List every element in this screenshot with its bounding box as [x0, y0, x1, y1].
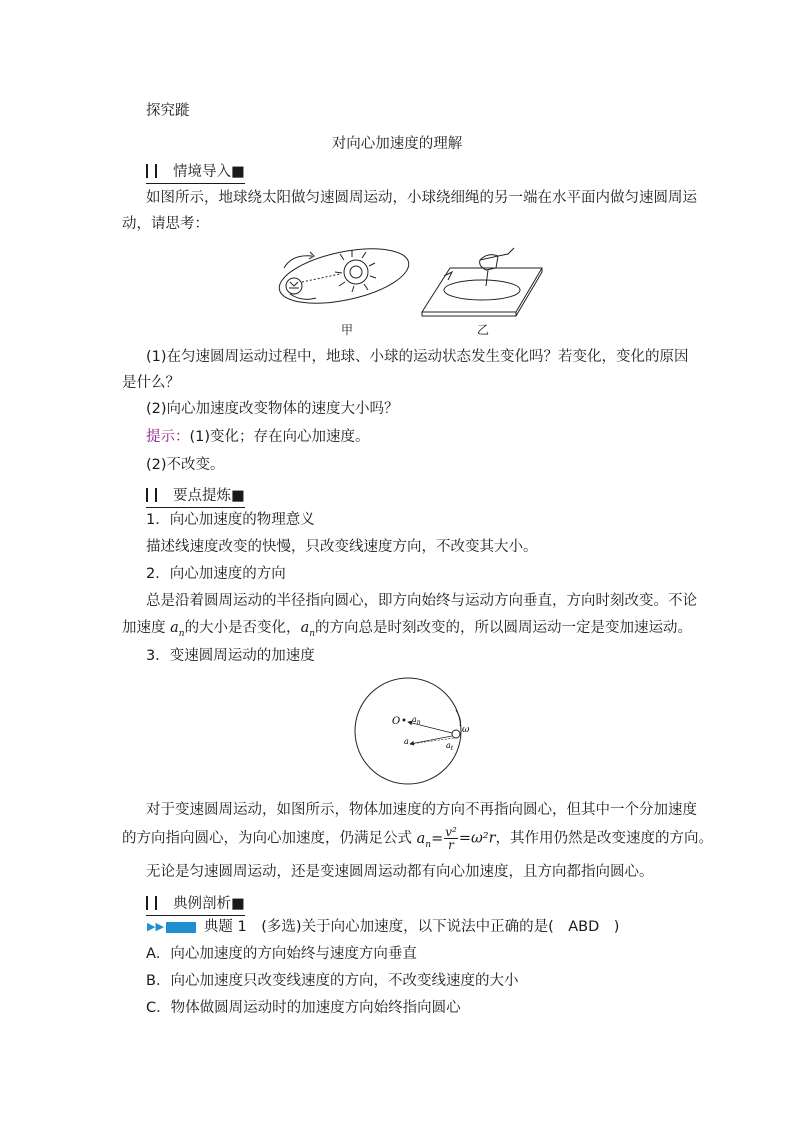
point2-text-line2: 加速度 $a_n$的大小是否变化，$a_n$的方向总是时刻改变的，所以圆周运动一定是变加速运动。: [122, 620, 693, 639]
hint2: (2)不改变。: [146, 457, 225, 473]
formula-fraction: $\frac{\text{v²}}{r}$: [445, 825, 457, 852]
var-an: $a_n$: [300, 620, 316, 639]
point3-text-line1: 对于变速圆周运动，如图所示，物体加速度的方向不再指向圆心，但其中一个分加速度: [146, 802, 697, 818]
header-example-text: 典例剖析■: [173, 896, 245, 912]
header-points: [146, 484, 245, 505]
var-an: $a_n$: [170, 620, 185, 639]
label-O: O: [392, 716, 401, 727]
formula-rhs: =ω²r: [458, 830, 496, 847]
header-intro-text: 情境导入■: [173, 164, 245, 180]
caption-b: 乙: [477, 323, 490, 337]
point1-text: 描述线速度改变的快慢，只改变线速度方向，不改变其大小。: [146, 539, 538, 555]
hint-line: [146, 427, 370, 447]
page-title: 对向心加速度的理解: [331, 136, 463, 152]
label-an: $a_n$: [412, 715, 421, 726]
label-omega: ω: [462, 725, 470, 735]
question1-line2: 是什么？: [122, 375, 180, 391]
caption-a: 甲: [341, 323, 354, 337]
section-label: 探究蹝: [146, 103, 190, 119]
question1-line1: (1)在匀速圆周运动过程中，地球、小球的运动状态发生变化吗？若变化，变化的原因: [146, 349, 689, 365]
option-A: A．向心加速度的方向始终与速度方向垂直: [146, 946, 417, 962]
hint-label: 提示：: [146, 429, 190, 445]
figure-board-hand: [422, 248, 542, 316]
rotation-arc: [456, 710, 461, 726]
variable-circular-motion-diagram: [352, 676, 482, 788]
header-bars-icon: [146, 488, 168, 502]
intro-paragraph-line1: 如图所示，地球绕太阳做匀速圆周运动，小球绕细绳的另一端在水平面内做匀速圆周运: [146, 190, 697, 206]
header-intro: [146, 160, 245, 181]
example-title-line: [147, 917, 619, 937]
question2: (2)向心加速度改变物体的速度大小吗？: [146, 401, 399, 417]
example-tag-icon: [166, 922, 196, 933]
option-C: C．物体做圆周运动时的加速度方向始终指向圆心: [146, 1000, 461, 1016]
header-example: [146, 892, 245, 913]
header-points-text: 要点提炼■: [173, 488, 245, 504]
point2-text-line1: 总是沿着圆周运动的半径指向圆心，即方向始终与运动方向垂直，方向时刻改变。不论: [146, 593, 697, 609]
double-arrow-icon: ▶▶: [147, 920, 164, 933]
example-title: 典题 1 (多选)关于向心加速度，以下说法中正确的是( ABD ): [203, 919, 620, 935]
header-underline: [146, 183, 245, 184]
point1-heading: 1．向心加速度的物理意义: [146, 512, 315, 528]
point2-heading: 2．向心加速度的方向: [146, 566, 286, 582]
option-B: B．向心加速度只改变线速度的方向，不改变线速度的大小: [146, 973, 519, 989]
header-bars-icon: [146, 164, 168, 178]
header-bars-icon: [146, 896, 168, 910]
point3-heading: 3．变速圆周运动的加速度: [146, 648, 315, 664]
point3-text-line2: 的方向指向圆心，为向心加速度，仍满足公式 $a_n=$ $\frac{\text{v²}}{r}$ =ω²r，其作用仍然是改变速度的方向。: [122, 825, 714, 852]
label-a: a: [404, 737, 409, 746]
label-at: $a_t$: [446, 741, 454, 752]
intro-figure: [272, 246, 552, 318]
hint-text: (1)变化；存在向心加速度。: [189, 429, 370, 445]
center-point: [403, 719, 406, 722]
point4-text: 无论是匀速圆周运动，还是变速圆周运动都有向心加速度，且方向都指向圆心。: [146, 864, 654, 880]
moving-object: [452, 730, 460, 738]
header-underline: [146, 915, 245, 916]
header-underline: [146, 507, 245, 508]
figure-orbit-sun-earth: [274, 246, 413, 313]
formula-an: $a_n=$: [416, 830, 444, 850]
intro-paragraph-line2: 动，请思考：: [122, 216, 209, 232]
